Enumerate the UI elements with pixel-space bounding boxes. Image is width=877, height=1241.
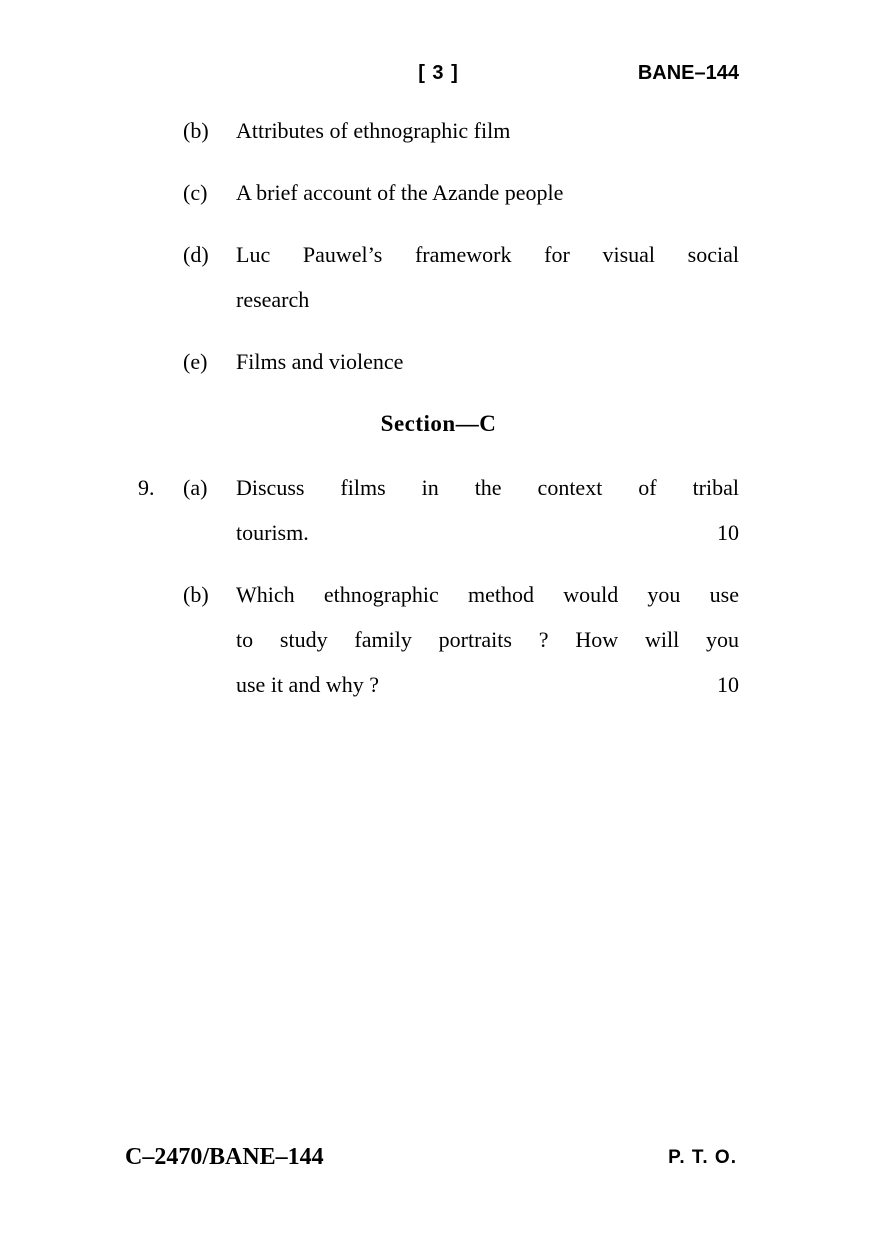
list-item-label: (c) <box>183 180 208 205</box>
question-part-text <box>236 572 739 707</box>
text-line: Films and violence <box>236 349 404 374</box>
text-line: Attributes of ethnographic film <box>236 118 511 143</box>
text-line: research <box>236 287 310 312</box>
marks-value: 10 <box>717 520 739 545</box>
list-item-text <box>236 170 739 215</box>
list-item-text <box>236 339 739 384</box>
question-part <box>183 572 739 707</box>
marks-value: 10 <box>717 672 739 697</box>
text-line-with-marks <box>236 662 739 707</box>
list-item <box>183 339 739 384</box>
list-item-label: (b) <box>183 118 209 143</box>
text-line: Discuss films in the context of tribal <box>236 475 739 500</box>
question-number: 9. <box>138 475 155 500</box>
text-line: to study family portraits ? How will you <box>236 627 739 652</box>
list-item-text <box>236 232 739 322</box>
document-body <box>0 108 877 724</box>
text-line: Which ethnographic method would you use <box>236 582 739 607</box>
question-part <box>138 465 739 555</box>
text-line: tourism. <box>236 520 309 545</box>
question-part-text <box>236 465 739 555</box>
list-item-text <box>236 108 739 153</box>
footer-pto: P. T. O. <box>668 1147 737 1168</box>
footer-paper-code: C–2470/BANE–144 <box>125 1144 324 1170</box>
list-item-label: (d) <box>183 242 209 267</box>
page-number: [ 3 ] <box>418 62 459 84</box>
paper-code: BANE–144 <box>637 62 739 84</box>
text-line: A brief account of the Azande people <box>236 180 564 205</box>
page-header <box>0 62 877 92</box>
text-line: use it and why ? <box>236 672 379 697</box>
question-part-label: (a) <box>183 475 208 500</box>
text-line: Luc Pauwel’s framework for visual social <box>236 242 739 267</box>
list-item <box>183 232 739 322</box>
text-line-with-marks <box>236 510 739 555</box>
list-item <box>183 108 739 153</box>
list-item-label: (e) <box>183 349 208 374</box>
list-item <box>183 170 739 215</box>
question-part-label: (b) <box>183 582 209 607</box>
section-heading: Section—C <box>380 411 497 436</box>
page-footer <box>0 1144 877 1176</box>
